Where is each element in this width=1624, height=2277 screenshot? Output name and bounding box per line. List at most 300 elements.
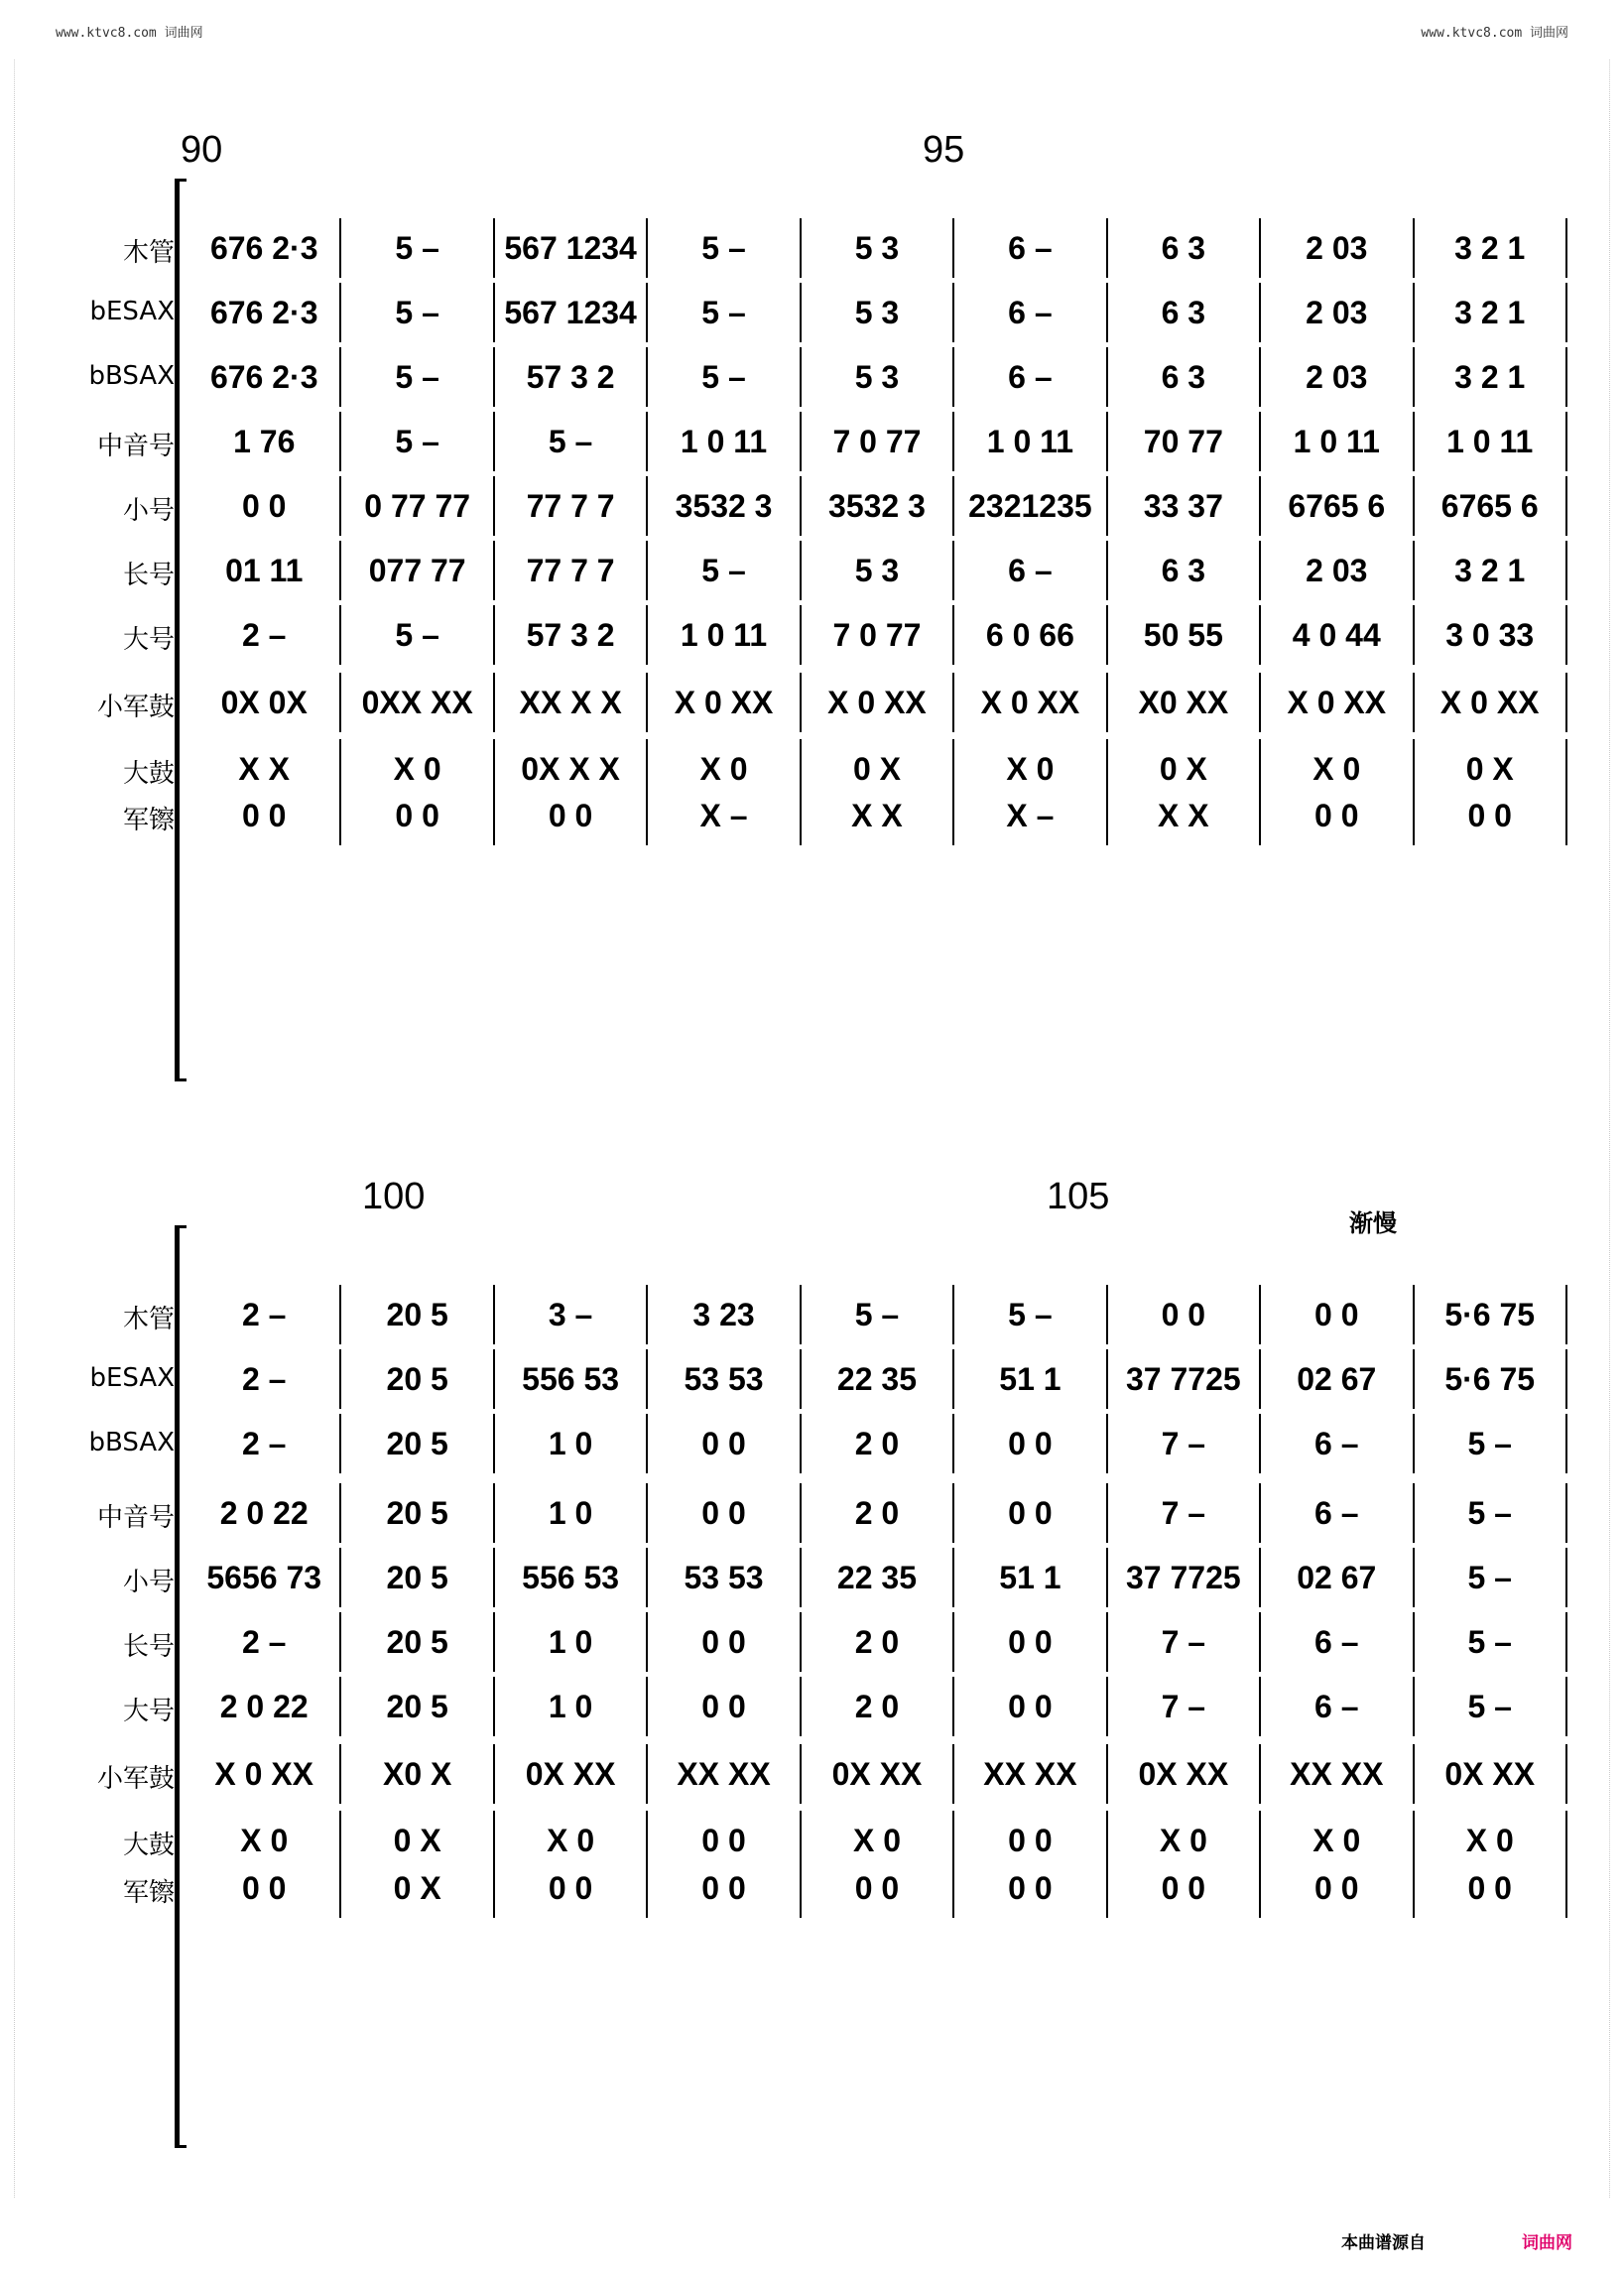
measure-notes: 0X XX xyxy=(525,1755,616,1792)
measure xyxy=(188,1677,341,1736)
measure-notes: 5 – xyxy=(548,423,593,459)
measure-notes: X 0 XX xyxy=(1287,684,1387,720)
measure-notes: 6 – xyxy=(1314,1494,1359,1531)
measure-notes: 20 5 xyxy=(386,1425,448,1461)
measure-notes: 3 2 1 xyxy=(1454,552,1526,588)
measure-notes: 4 0 44 xyxy=(1292,616,1381,653)
staff-row xyxy=(69,476,1567,536)
measure xyxy=(341,1548,494,1607)
staff-row xyxy=(69,1548,1567,1607)
instrument-name: 军镲 xyxy=(122,1878,175,1908)
measure xyxy=(188,476,341,536)
measure-notes: 3 2 1 xyxy=(1454,358,1526,395)
measure xyxy=(954,605,1107,665)
instrument-name: 木管 xyxy=(122,1305,175,1334)
measure xyxy=(188,1612,341,1672)
measure-notes: 2 03 xyxy=(1306,358,1368,395)
measure xyxy=(188,1414,341,1473)
measure-notes: 567 1234 xyxy=(504,229,637,266)
measure xyxy=(648,1483,801,1543)
measure-cells xyxy=(188,412,1567,471)
measure xyxy=(802,1744,954,1804)
measure-notes: 5 – xyxy=(701,358,746,395)
measure-notes: 5 3 xyxy=(854,552,900,588)
tempo-marking: 渐慢 xyxy=(1349,1209,1397,1237)
measure-notes: X 0 xyxy=(1159,1822,1207,1858)
measure xyxy=(341,1349,494,1409)
measure-number-95: 95 xyxy=(923,129,965,171)
measure-notes: 0 0 xyxy=(1314,1296,1359,1332)
measure xyxy=(1108,1414,1261,1473)
measure-notes: 6 – xyxy=(1314,1623,1359,1660)
measure-notes: 3 – xyxy=(548,1296,593,1332)
measure xyxy=(648,1858,801,1918)
measure-notes: 70 77 xyxy=(1143,423,1223,459)
instrument-name: 大号 xyxy=(122,1697,175,1726)
measure-notes: 0 0 xyxy=(701,1688,746,1724)
measure xyxy=(648,1285,801,1344)
measure-notes: 6 – xyxy=(1008,358,1053,395)
measure xyxy=(1261,541,1414,600)
measure xyxy=(802,412,954,471)
measure xyxy=(648,412,801,471)
measure-notes: 3532 3 xyxy=(828,487,926,524)
measure xyxy=(1261,1349,1414,1409)
measure-cells xyxy=(188,605,1567,665)
measure-cells xyxy=(188,1548,1567,1607)
measure xyxy=(341,1414,494,1473)
measure-cells xyxy=(188,1349,1567,1409)
measure-notes: 6 – xyxy=(1008,229,1053,266)
measure-notes: 77 7 7 xyxy=(526,487,615,524)
measure xyxy=(648,1744,801,1804)
measure xyxy=(802,673,954,732)
measure xyxy=(495,476,648,536)
measure xyxy=(648,786,801,845)
measure-notes: 0 0 xyxy=(548,797,593,833)
measure xyxy=(341,218,494,278)
measure-notes: 6 3 xyxy=(1161,294,1206,330)
measure-notes: 5 3 xyxy=(854,294,900,330)
instrument-name: bESAX xyxy=(89,1363,175,1393)
measure xyxy=(188,1858,341,1918)
measure-notes: 0X X X xyxy=(521,750,620,787)
measure-notes: X 0 XX xyxy=(980,684,1080,720)
measure-notes: 6 3 xyxy=(1161,552,1206,588)
measure xyxy=(1108,283,1261,342)
measure-cells xyxy=(188,1285,1567,1344)
measure xyxy=(1261,1677,1414,1736)
measure xyxy=(341,605,494,665)
measure-notes: 20 5 xyxy=(386,1623,448,1660)
measure xyxy=(802,786,954,845)
measure-number-105: 105 xyxy=(1047,1176,1110,1217)
measure-cells xyxy=(188,541,1567,600)
measure xyxy=(1415,605,1567,665)
measure-notes: 0 0 xyxy=(241,797,287,833)
measure xyxy=(1261,673,1414,732)
measure xyxy=(1261,1548,1414,1607)
measure xyxy=(648,605,801,665)
measure xyxy=(1415,1677,1567,1736)
staff-row xyxy=(69,541,1567,600)
measure xyxy=(954,1548,1107,1607)
measure-notes: 0 0 xyxy=(854,1869,900,1906)
site-watermark-left: www.ktvc8.com 词曲网 xyxy=(56,26,203,41)
measure xyxy=(1415,1285,1567,1344)
measure xyxy=(802,1483,954,1543)
instrument-name: bBSAX xyxy=(88,361,175,391)
measure-notes: 2 – xyxy=(241,1623,287,1660)
measure-notes: 0 0 xyxy=(701,1869,746,1906)
measure xyxy=(1108,412,1261,471)
measure xyxy=(1415,1612,1567,1672)
measure-notes: X 0 xyxy=(240,1822,289,1858)
measure xyxy=(802,218,954,278)
measure-notes: 53 53 xyxy=(684,1360,764,1397)
measure-notes: 0 0 xyxy=(548,1869,593,1906)
measure xyxy=(1261,1285,1414,1344)
measure-notes: 0 0 xyxy=(1008,1494,1053,1531)
measure-notes: X 0 xyxy=(699,750,748,787)
measure xyxy=(1108,1483,1261,1543)
instrument-name: 大号 xyxy=(122,625,175,655)
measure-notes: 5 – xyxy=(395,616,439,653)
measure-notes: 7 – xyxy=(1161,1623,1206,1660)
measure-number-90: 90 xyxy=(181,129,223,171)
staff-row xyxy=(69,1285,1567,1344)
measure-notes: 0 0 xyxy=(395,797,439,833)
site-watermark-right: www.ktvc8.com 词曲网 xyxy=(1421,26,1568,41)
measure xyxy=(954,1285,1107,1344)
measure-notes: 1 0 11 xyxy=(680,616,768,653)
measure-notes: 3 0 33 xyxy=(1445,616,1535,653)
measure-notes: X 0 XX xyxy=(674,684,774,720)
measure xyxy=(495,1414,648,1473)
instrument-name: 军镲 xyxy=(122,806,175,835)
measure xyxy=(188,347,341,407)
measure-notes: 33 37 xyxy=(1143,487,1223,524)
measure-notes: 0 X xyxy=(393,1822,441,1858)
measure xyxy=(954,1414,1107,1473)
measure-notes: 1 0 11 xyxy=(986,423,1073,459)
measure xyxy=(188,1349,341,1409)
measure-notes: 5656 73 xyxy=(206,1559,322,1595)
measure xyxy=(802,347,954,407)
measure-cells xyxy=(188,1414,1567,1473)
measure-notes: 5 – xyxy=(1467,1425,1512,1461)
measure-notes: 2 03 xyxy=(1306,552,1368,588)
measure xyxy=(495,1744,648,1804)
measure xyxy=(954,1858,1107,1918)
instrument-name: 大鼓 xyxy=(122,759,175,789)
measure-notes: XX XX xyxy=(677,1755,771,1792)
measure xyxy=(954,1349,1107,1409)
measure xyxy=(1108,541,1261,600)
measure-notes: 1 0 xyxy=(548,1494,593,1531)
measure xyxy=(954,476,1107,536)
measure-notes: 7 0 77 xyxy=(832,616,922,653)
measure xyxy=(495,673,648,732)
measure-notes: XX X X xyxy=(519,684,622,720)
measure xyxy=(1415,1483,1567,1543)
staff-row xyxy=(69,605,1567,665)
measure xyxy=(648,218,801,278)
instrument-name: 小军鼓 xyxy=(96,693,175,722)
measure-cells xyxy=(188,476,1567,536)
measure xyxy=(495,1483,648,1543)
measure xyxy=(341,347,494,407)
measure-notes: 37 7725 xyxy=(1126,1360,1241,1397)
measure-notes: 2 03 xyxy=(1306,229,1368,266)
measure-notes: 6765 6 xyxy=(1440,487,1539,524)
staff-row xyxy=(69,1414,1567,1473)
measure xyxy=(802,283,954,342)
measure-notes: 0 0 xyxy=(1008,1869,1053,1906)
measure-notes: X 0 xyxy=(1006,750,1055,787)
measure-notes: 01 11 xyxy=(225,552,304,588)
measure-notes: 6 – xyxy=(1008,552,1053,588)
measure-notes: 5 – xyxy=(395,358,439,395)
instrument-name: 大鼓 xyxy=(122,1831,175,1860)
footer-source-text: 本曲谱源自 xyxy=(1341,2233,1426,2253)
measure-notes: 50 55 xyxy=(1143,616,1223,653)
measure xyxy=(802,1612,954,1672)
measure-notes: 2 0 xyxy=(854,1494,900,1531)
measure-notes: 20 5 xyxy=(386,1559,448,1595)
measure xyxy=(648,1349,801,1409)
measure xyxy=(648,1612,801,1672)
staff-row xyxy=(69,1858,1567,1918)
measure-notes: 5 – xyxy=(1467,1688,1512,1724)
measure-cells xyxy=(188,283,1567,342)
measure xyxy=(1261,786,1414,845)
measure xyxy=(802,1285,954,1344)
measure-notes: 5 – xyxy=(1008,1296,1053,1332)
measure-notes: 0 X xyxy=(852,750,901,787)
instrument-name: bESAX xyxy=(89,297,175,326)
measure xyxy=(495,786,648,845)
measure xyxy=(1108,347,1261,407)
measure-notes: 5 – xyxy=(1467,1559,1512,1595)
instrument-name: 小军鼓 xyxy=(96,1764,175,1794)
measure-notes: 2 0 22 xyxy=(219,1688,309,1724)
measure xyxy=(1415,1414,1567,1473)
instrument-name: 小号 xyxy=(122,496,175,526)
measure xyxy=(188,218,341,278)
measure xyxy=(495,1612,648,1672)
measure-notes: 5·6 75 xyxy=(1444,1360,1536,1397)
measure xyxy=(1415,218,1567,278)
measure xyxy=(495,283,648,342)
measure-notes: 2 – xyxy=(241,616,287,653)
measure-notes: X – xyxy=(1006,797,1055,833)
measure-cells xyxy=(188,1858,1567,1918)
measure xyxy=(341,1677,494,1736)
measure xyxy=(1261,283,1414,342)
measure-notes: 37 7725 xyxy=(1126,1559,1241,1595)
measure xyxy=(188,1285,341,1344)
measure-notes: 1 0 11 xyxy=(1446,423,1534,459)
measure xyxy=(341,1612,494,1672)
staff-row xyxy=(69,218,1567,278)
measure-notes: 77 7 7 xyxy=(526,552,615,588)
measure xyxy=(188,673,341,732)
measure xyxy=(495,1858,648,1918)
measure xyxy=(954,347,1107,407)
measure-notes: 22 35 xyxy=(836,1360,917,1397)
measure xyxy=(495,1285,648,1344)
measure xyxy=(341,673,494,732)
measure xyxy=(1108,605,1261,665)
measure-notes: 5 – xyxy=(1467,1494,1512,1531)
measure xyxy=(1108,673,1261,732)
measure-notes: 0 0 xyxy=(1467,797,1512,833)
measure-notes: 51 1 xyxy=(999,1559,1062,1595)
measure-notes: 5 – xyxy=(701,552,746,588)
measure xyxy=(495,218,648,278)
measure-notes: 676 2·3 xyxy=(209,294,318,330)
measure-notes: 7 – xyxy=(1161,1494,1206,1531)
measure xyxy=(188,1548,341,1607)
footer-brand-logo[interactable]: 词曲网 xyxy=(1522,2233,1572,2253)
measure-notes: X 0 XX xyxy=(214,1755,314,1792)
measure-notes: 0 X xyxy=(1465,750,1514,787)
measure-notes: X0 XX xyxy=(1138,684,1229,720)
measure-notes: 20 5 xyxy=(386,1360,448,1397)
staff-row xyxy=(69,673,1567,732)
score-system-2 xyxy=(69,1176,1567,2148)
measure xyxy=(341,786,494,845)
staff-row xyxy=(69,1612,1567,1672)
measure-notes: 5 – xyxy=(701,294,746,330)
measure-notes: 0XX XX xyxy=(361,684,473,720)
instrument-name: bBSAX xyxy=(88,1428,175,1457)
measure-cells xyxy=(188,1677,1567,1736)
instrument-name: 小号 xyxy=(122,1568,175,1597)
measure xyxy=(341,1483,494,1543)
measure-notes: 57 3 2 xyxy=(526,358,615,395)
measure xyxy=(1415,1744,1567,1804)
measure xyxy=(188,1744,341,1804)
measure-notes: 556 53 xyxy=(522,1360,620,1397)
measure xyxy=(1415,1349,1567,1409)
measure xyxy=(1415,1858,1567,1918)
measure xyxy=(1261,1858,1414,1918)
measure xyxy=(1261,412,1414,471)
measure xyxy=(1415,412,1567,471)
measure-notes: 57 3 2 xyxy=(526,616,615,653)
measure-cells xyxy=(188,347,1567,407)
measure xyxy=(1261,476,1414,536)
staff-row xyxy=(69,1483,1567,1543)
measure xyxy=(1415,673,1567,732)
measure-notes: 3532 3 xyxy=(675,487,773,524)
measure xyxy=(1261,218,1414,278)
measure-notes: X X xyxy=(1158,797,1209,833)
measure xyxy=(1415,541,1567,600)
instrument-name: 木管 xyxy=(122,238,175,268)
measure-notes: 0X XX xyxy=(1138,1755,1229,1792)
measure xyxy=(188,605,341,665)
measure-notes: 0 0 xyxy=(701,1494,746,1531)
measure-notes: 7 – xyxy=(1161,1425,1206,1461)
measure-notes: 0X 0X xyxy=(220,684,308,720)
measure xyxy=(954,218,1107,278)
measure-notes: 2 – xyxy=(241,1296,287,1332)
measure-notes: X 0 xyxy=(393,750,441,787)
measure xyxy=(1261,347,1414,407)
measure xyxy=(802,1349,954,1409)
measure xyxy=(1108,1744,1261,1804)
measure-notes: X 0 xyxy=(1465,1822,1514,1858)
measure-notes: 0 X xyxy=(1159,750,1207,787)
measure xyxy=(1415,786,1567,845)
measure-notes: 0 0 xyxy=(701,1623,746,1660)
measure-notes: 0 0 xyxy=(1008,1425,1053,1461)
measure-notes: 7 0 77 xyxy=(832,423,922,459)
measure-notes: 20 5 xyxy=(386,1688,448,1724)
measure-notes: 077 77 xyxy=(368,552,466,588)
measure-notes: 20 5 xyxy=(386,1296,448,1332)
staff-row xyxy=(69,786,1567,845)
measure-notes: 6 – xyxy=(1008,294,1053,330)
measure xyxy=(495,412,648,471)
measure xyxy=(802,605,954,665)
measure xyxy=(648,673,801,732)
measure-notes: X 0 XX xyxy=(1439,684,1540,720)
measure-notes: 1 0 xyxy=(548,1425,593,1461)
measure xyxy=(802,1414,954,1473)
measure xyxy=(1261,605,1414,665)
measure-notes: 6765 6 xyxy=(1288,487,1386,524)
instrument-name: 中音号 xyxy=(96,1503,175,1533)
measure-notes: 6 0 66 xyxy=(985,616,1074,653)
measure xyxy=(1415,347,1567,407)
measure-notes: X – xyxy=(699,797,748,833)
measure xyxy=(341,412,494,471)
measure xyxy=(1261,1612,1414,1672)
measure xyxy=(648,347,801,407)
measure-notes: 0 0 xyxy=(1008,1623,1053,1660)
measure xyxy=(802,541,954,600)
measure xyxy=(954,283,1107,342)
measure-notes: 2321235 xyxy=(968,487,1092,524)
measure xyxy=(648,1677,801,1736)
measure-cells xyxy=(188,673,1567,732)
measure xyxy=(188,412,341,471)
measure xyxy=(188,786,341,845)
measure-notes: 2 0 xyxy=(854,1688,900,1724)
measure-notes: 5·6 75 xyxy=(1444,1296,1536,1332)
measure xyxy=(802,1548,954,1607)
measure-notes: 0 0 xyxy=(1314,797,1359,833)
measure-notes: 5 – xyxy=(395,229,439,266)
measure-notes: 567 1234 xyxy=(504,294,637,330)
measure-notes: 7 – xyxy=(1161,1688,1206,1724)
measure-notes: 5 – xyxy=(854,1296,900,1332)
measure xyxy=(495,1349,648,1409)
measure-notes: 22 35 xyxy=(836,1559,917,1595)
measure xyxy=(954,1677,1107,1736)
measure-notes: 1 0 11 xyxy=(680,423,768,459)
measure-notes: 6 – xyxy=(1314,1425,1359,1461)
measure xyxy=(1108,1548,1261,1607)
measure-notes: 0X XX xyxy=(831,1755,923,1792)
instrument-name: 中音号 xyxy=(96,432,175,461)
measure-cells xyxy=(188,786,1567,845)
measure xyxy=(1108,1858,1261,1918)
